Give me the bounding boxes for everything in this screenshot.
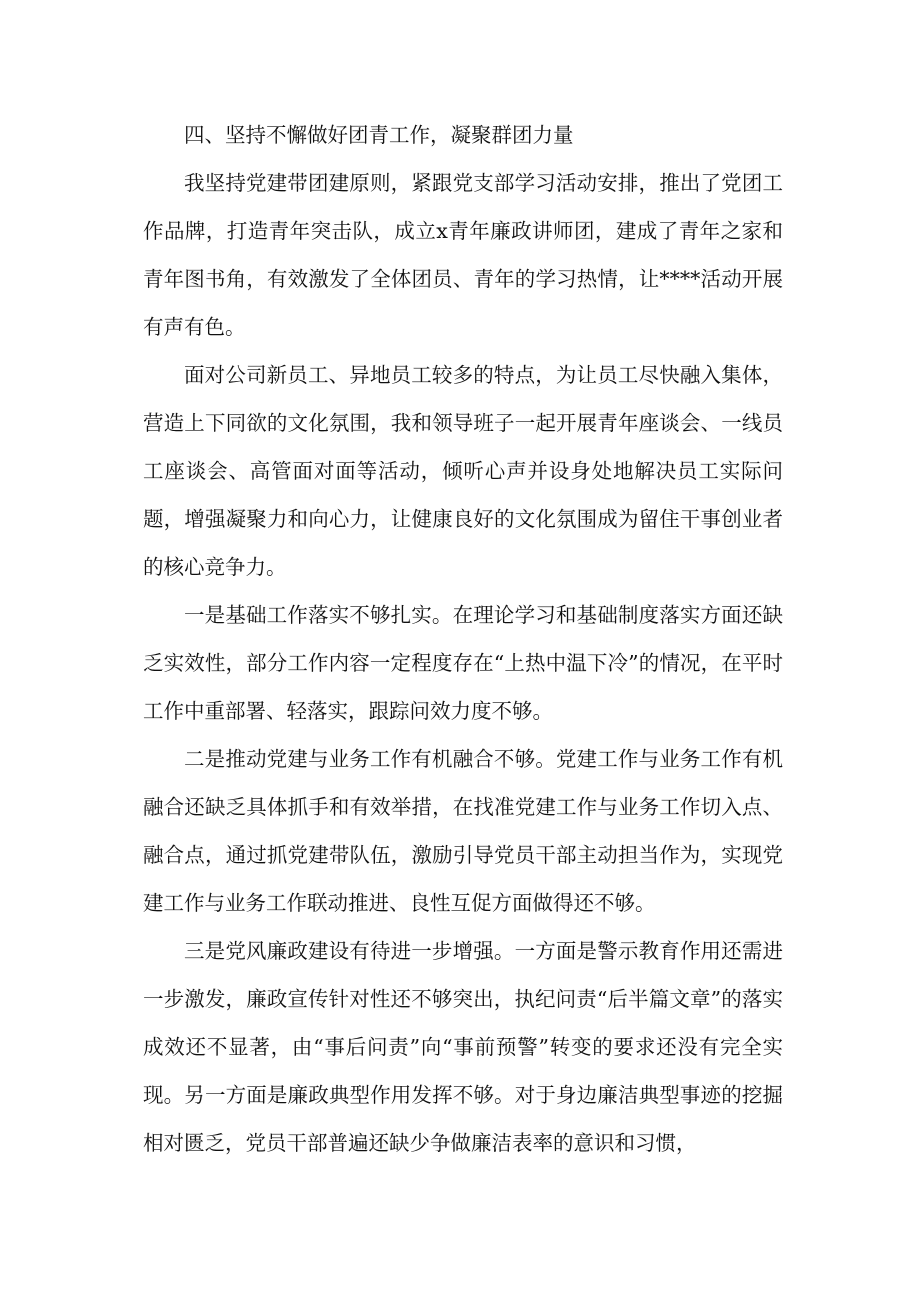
section-heading: 四、坚持不懈做好团青工作，凝聚群团力量 <box>184 123 574 147</box>
document-body <box>143 111 783 1167</box>
paragraph-party-youth-work: 我坚持党建带团建原则，紧跟党支部学习活动安排，推出了党团工作品牌，打造青年突击队，成立x青年廉政讲师团，建成了青年之家和青年图书角，有效激发了全体团员、青年的学习热情，让****活动开展有声有色。 <box>143 171 783 339</box>
paragraph-issue-integration: 二是推动党建与业务工作有机融合不够。党建工作与业务工作有机融合还缺乏具体抓手和有效举措，在找准党建工作与业务工作切入点、融合点，通过抓党建带队伍，激励引导党员干部主动担当作为，实现党建工作与业务工作联动推进、良性互促方面做得还不够。 <box>143 747 783 915</box>
paragraph-issue-basic-work: 一是基础工作落实不够扎实。在理论学习和基础制度落实方面还缺乏实效性，部分工作内容一定程度存在“上热中温下冷”的情况，在平时工作中重部署、轻落实，跟踪问效力度不够。 <box>143 603 783 723</box>
paragraph-employee-culture: 面对公司新员工、异地员工较多的特点，为让员工尽快融入集体，营造上下同欲的文化氛围，我和领导班子一起开展青年座谈会、一线员工座谈会、高管面对面等活动，倾听心声并设身处地解决员工实际问题，增强凝聚力和向心力，让健康良好的文化氛围成为留住干事创业者的核心竞争力。 <box>143 363 783 579</box>
paragraph-issue-integrity: 三是党风廉政建设有待进一步增强。一方面是警示教育作用还需进一步激发，廉政宣传针对性还不够突出，执纪问责“后半篇文章”的落实成效还不显著，由“事后问责”向“事前预警”转变的要求还没有完全实现。另一方面是廉政典型作用发挥不够。对于身边廉洁典型事迹的挖掘相对匮乏，党员干部普遍还缺少争做廉洁表率的意识和习惯， <box>143 939 783 1155</box>
